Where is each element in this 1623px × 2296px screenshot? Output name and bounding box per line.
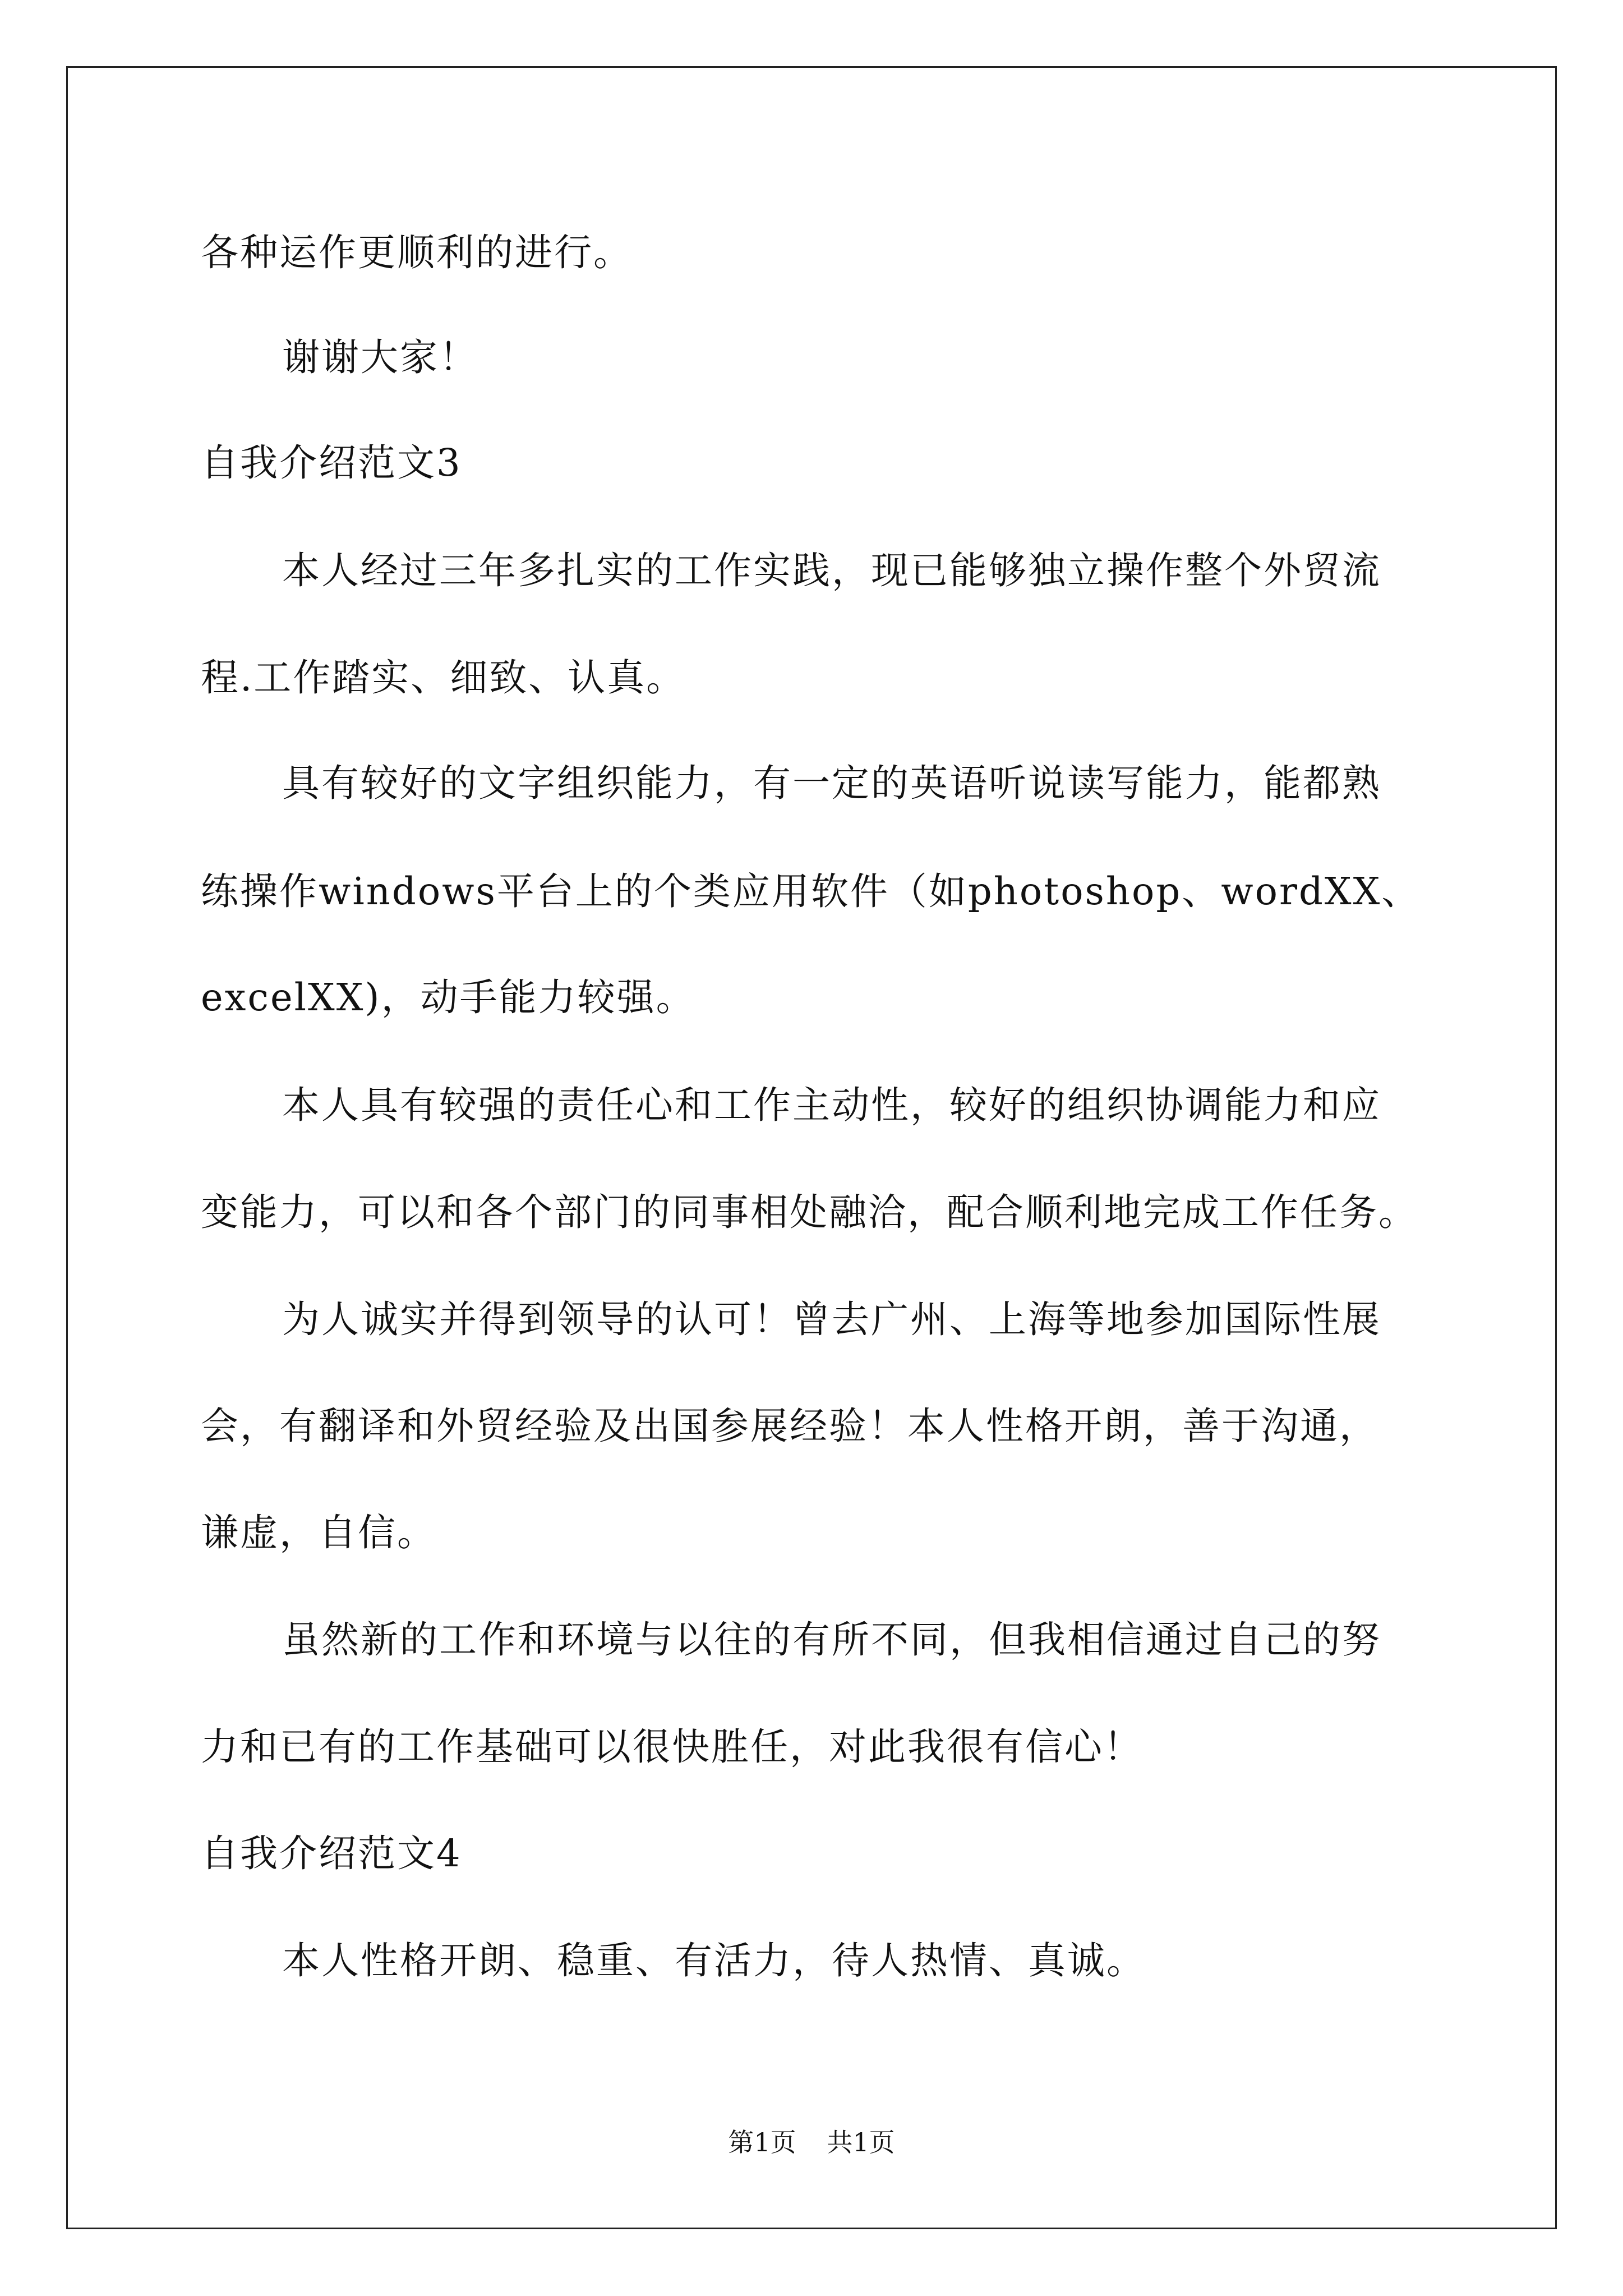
text-line: 本人性格开朗、稳重、有活力，待人热情、真诚。 <box>282 1939 1146 1982</box>
section-heading: 自我介绍范文4 <box>201 1832 462 1875</box>
text-line: 力和已有的工作基础可以很快胜任，对此我很有信心！ <box>201 1725 1143 1769</box>
page-total: 共1页 <box>827 2127 895 2157</box>
section-heading: 自我介绍范文3 <box>201 441 462 485</box>
text-line: 练操作windows平台上的个类应用软件（如photoshop、wordXX、 <box>201 869 1421 913</box>
text-line: 本人具有较强的责任心和工作主动性，较好的组织协调能力和应 <box>282 1083 1381 1127</box>
text-line: 变能力，可以和各个部门的同事相处融洽，配合顺利地完成工作任务。 <box>201 1190 1418 1234</box>
text-line: 为人诚实并得到领导的认可！曾去广州、上海等地参加国际性展 <box>282 1297 1381 1341</box>
page-border <box>66 66 1557 2229</box>
text-line: 谦虚，自信。 <box>201 1511 436 1554</box>
page-footer <box>0 2127 1623 2158</box>
text-line: excelXX)，动手能力较强。 <box>201 976 695 1019</box>
text-line: 会，有翻译和外贸经验及出国参展经验！本人性格开朗，善于沟通， <box>201 1404 1378 1448</box>
text-line: 虽然新的工作和环境与以往的有所不同，但我相信通过自己的努 <box>282 1618 1381 1662</box>
text-line: 本人经过三年多扎实的工作实践，现已能够独立操作整个外贸流 <box>282 549 1381 592</box>
text-line: 程.工作踏实、细致、认真。 <box>201 656 686 700</box>
text-line: 各种运作更顺利的进行。 <box>201 231 633 274</box>
page-number: 第1页 <box>728 2127 796 2157</box>
text-line: 谢谢大家！ <box>282 335 478 379</box>
text-line: 具有较好的文字组织能力，有一定的英语听说读写能力，能都熟 <box>282 761 1381 805</box>
